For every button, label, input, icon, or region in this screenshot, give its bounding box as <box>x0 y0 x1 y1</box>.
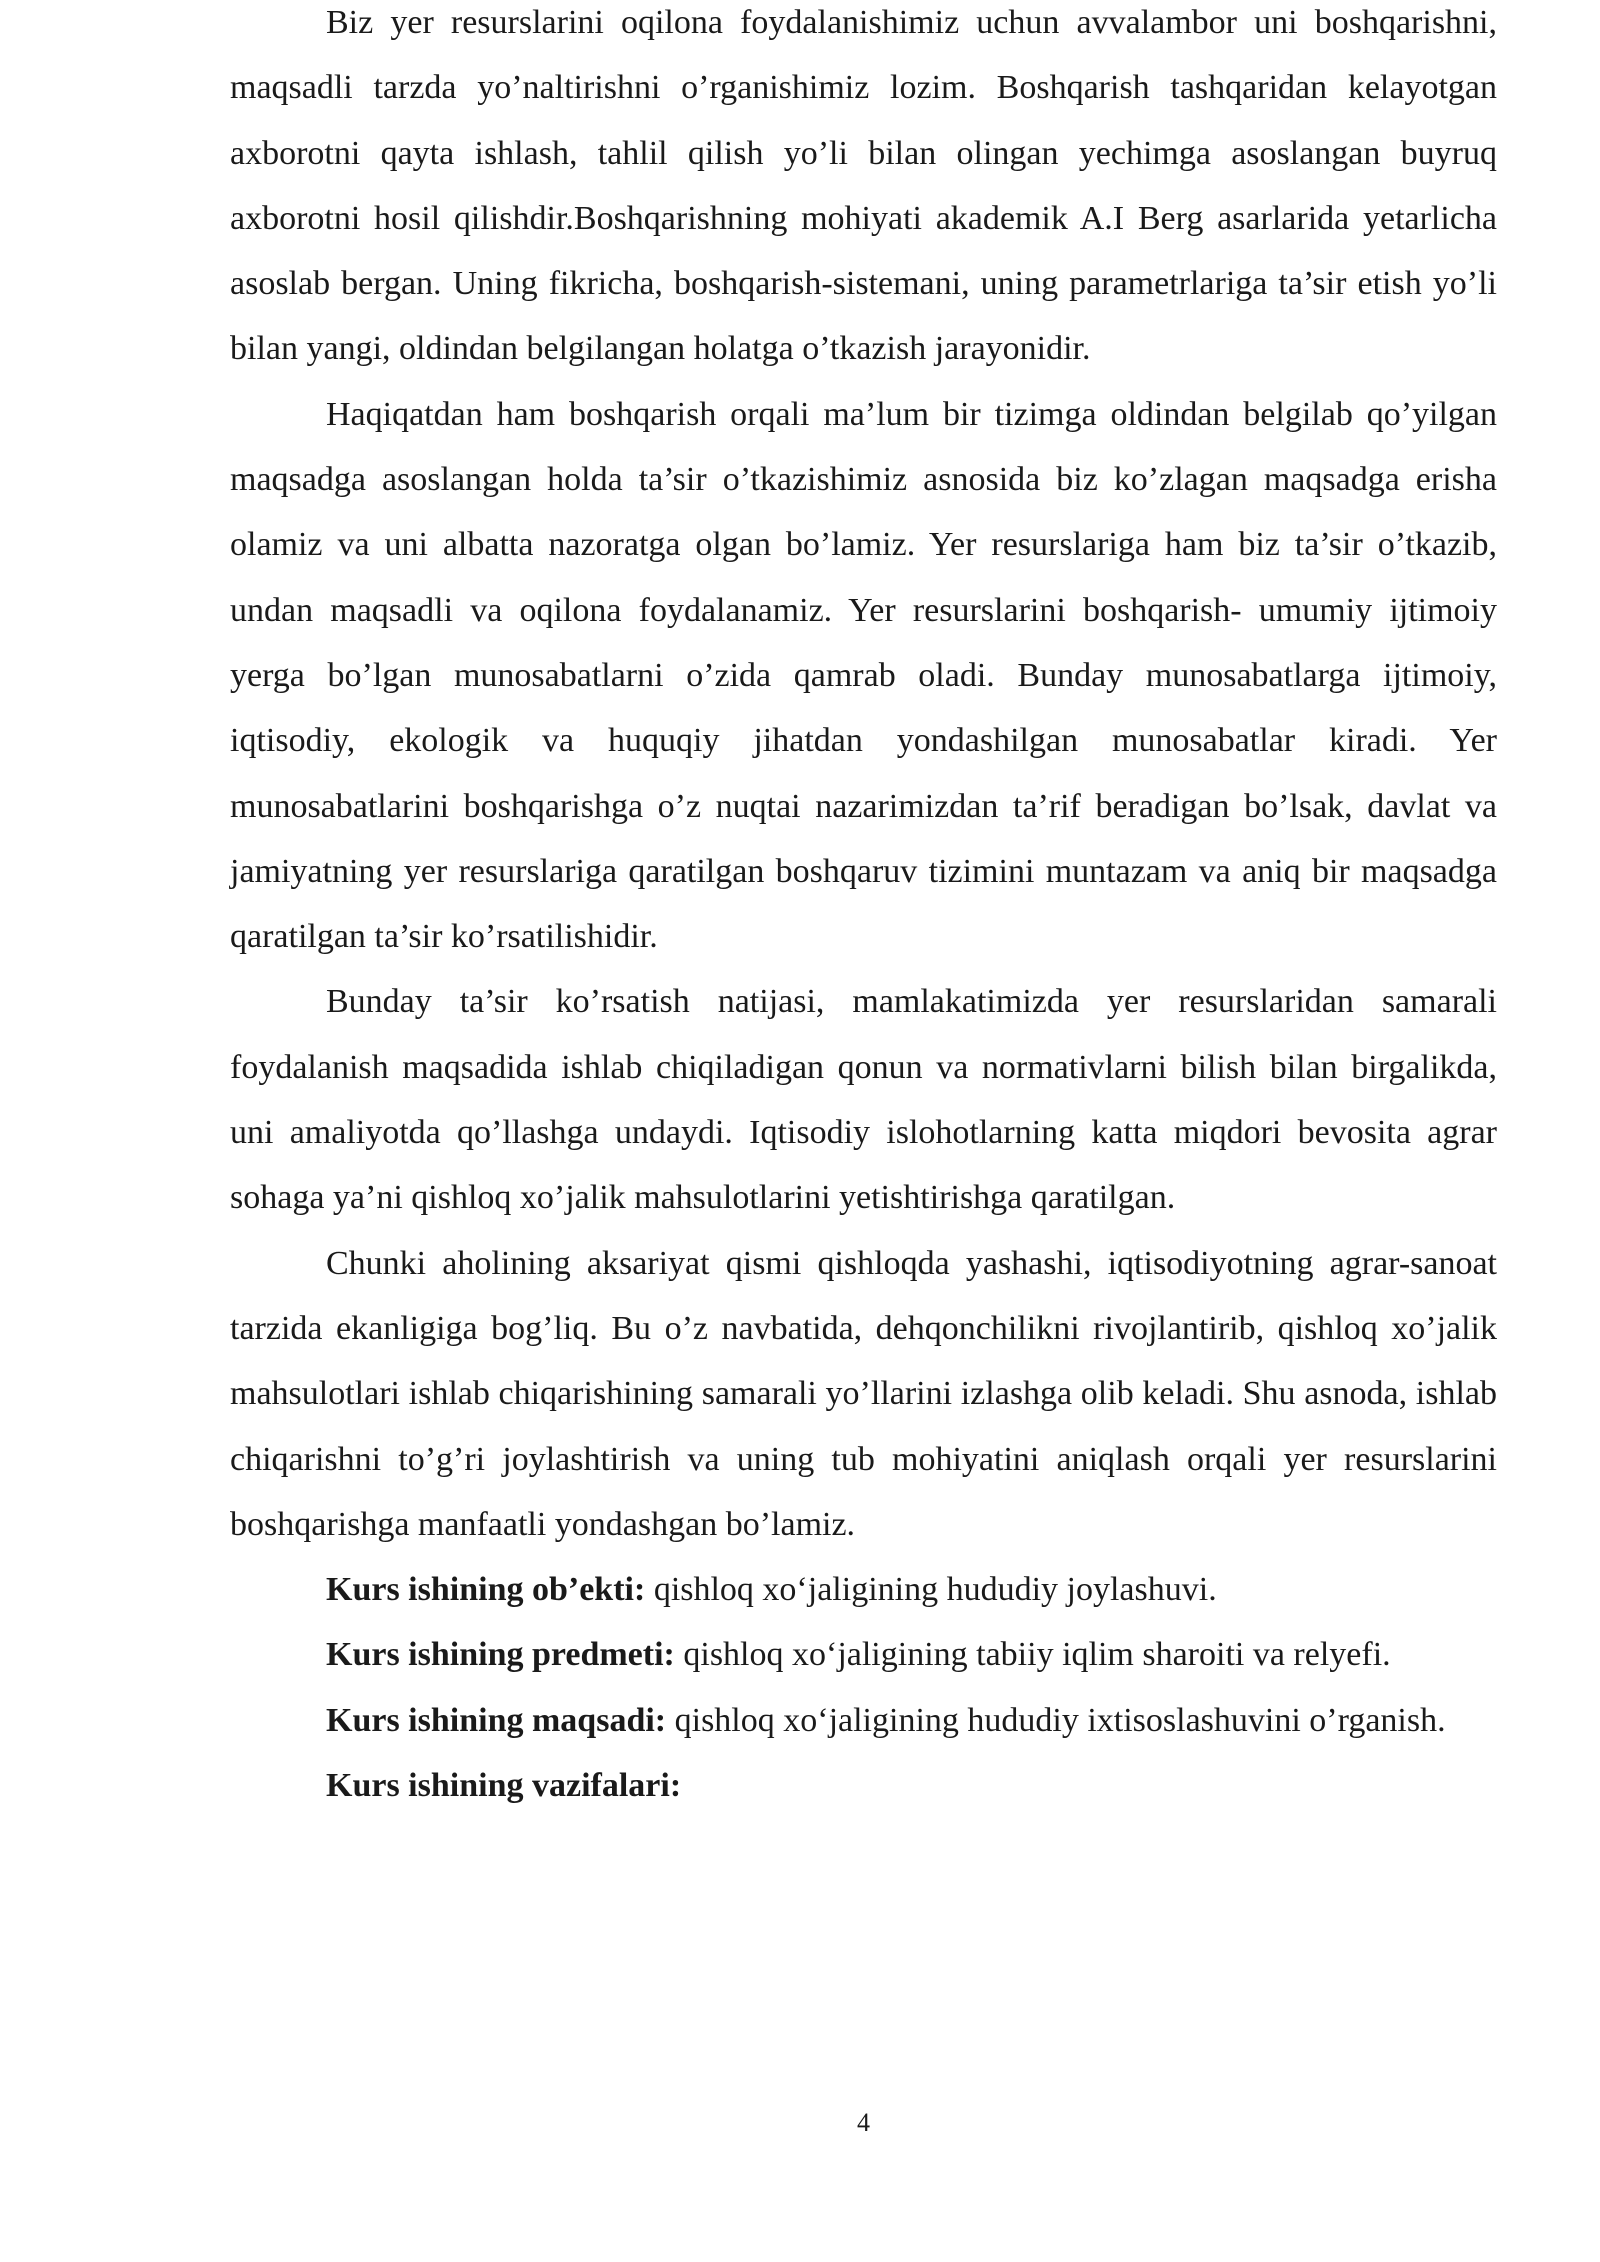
course-subject <box>230 1622 1497 1687</box>
course-subject-text: qishloq xo‘jaligining tabiiy iqlim sharoiti va relyefi. <box>674 1636 1391 1674</box>
course-object <box>230 1557 1497 1622</box>
course-goal-label: Kurs ishining maqsadi: <box>326 1701 667 1739</box>
course-tasks-label: Kurs ishining vazifalari: <box>326 1767 682 1805</box>
page-number: 4 <box>857 2108 870 2137</box>
course-tasks <box>230 1753 1497 1818</box>
course-goal <box>230 1688 1497 1753</box>
course-subject-label: Kurs ishining predmeti: <box>326 1636 675 1674</box>
course-goal-text: qishloq xo‘jaligining hududiy ixtisoslashuvini o’rganish. <box>666 1701 1446 1739</box>
paragraph-2: Haqiqatdan ham boshqarish orqali ma’lum bir tizimga oldindan belgilab qo’yilgan maqsadga asoslangan holda ta’sir o’tkazishimiz asnosida biz ko’zlagan maqsadga erisha olamiz va uni albatta nazoratga olgan bo’lamiz. Yer resurslariga ham biz ta’sir o’tkazib, undan maqsadli va oqilona foydalanamiz. Yer resurslarini boshqarish- umumiy ijtimoiy yerga bo’lgan munosabatlarni o’zida qamrab oladi. Bunday munosabatlarga ijtimoiy, iqtisodiy, ekologik va huquqiy jihatdan yondashilgan munosabatlar kiradi. Yer munosabatlarini boshqarishga o’z nuqtai nazarimizdan ta’rif beradigan bo’lsak, davlat va jamiyatning yer resurslariga qaratilgan boshqaruv tizimini muntazam va aniq bir maqsadga qaratilgan ta’sir ko’rsatilishidir. <box>230 395 1497 956</box>
paragraph-1: Biz yer resurslarini oqilona foydalanishimiz uchun avvalambor uni boshqarishni, maqsadli tarzda yo’naltirishni o’rganishimiz lozim. Boshqarish tashqaridan kelayotgan axborotni qayta ishlash, tahlil qilish yo’li bilan olingan yechimga asoslangan buyruq axborotni hosil qilishdir.Boshqarishning mohiyati akademik A.I Berg asarlarida yetarlicha asoslab bergan. Uning fikricha, boshqarish-sistemani, uning parametrlariga ta’sir etish yo’li bilan yangi, oldindan belgilangan holatga o’tkazish jarayonidir. <box>230 4 1497 368</box>
paragraph-4: Chunki aholining aksariyat qismi qishloqda yashashi, iqtisodiyotning agrar-sanoat tarzida ekanligiga bog’liq. Bu o’z navbatida, dehqonchilikni rivojlantirib, qishloq xo’jalik mahsulotlari ishlab chiqarishining samarali yo’llarini izlashga olib keladi. Shu asnoda, ishlab chiqarishni to’g’ri joylashtirish va uning tub mohiyatini aniqlash orqali yer resurslarini boshqarishga manfaatli yondashgan bo’lamiz. <box>230 1244 1497 1543</box>
paragraph-3: Bunday ta’sir ko’rsatish natijasi, mamlakatimizda yer resurslaridan samarali foydalanish maqsadida ishlab chiqiladigan qonun va normativlarni bilish bilan birgalikda, uni amaliyotda qo’llashga undaydi. Iqtisodiy islohotlarning katta miqdori bevosita agrar sohaga ya’ni qishloq xo’jalik mahsulotlarini yetishtirishga qaratilgan. <box>230 983 1497 1217</box>
document-body <box>230 0 1497 1818</box>
course-object-label: Kurs ishining ob’ekti: <box>326 1571 646 1609</box>
course-object-text: qishloq xo‘jaligining hududiy joylashuvi. <box>645 1571 1217 1609</box>
